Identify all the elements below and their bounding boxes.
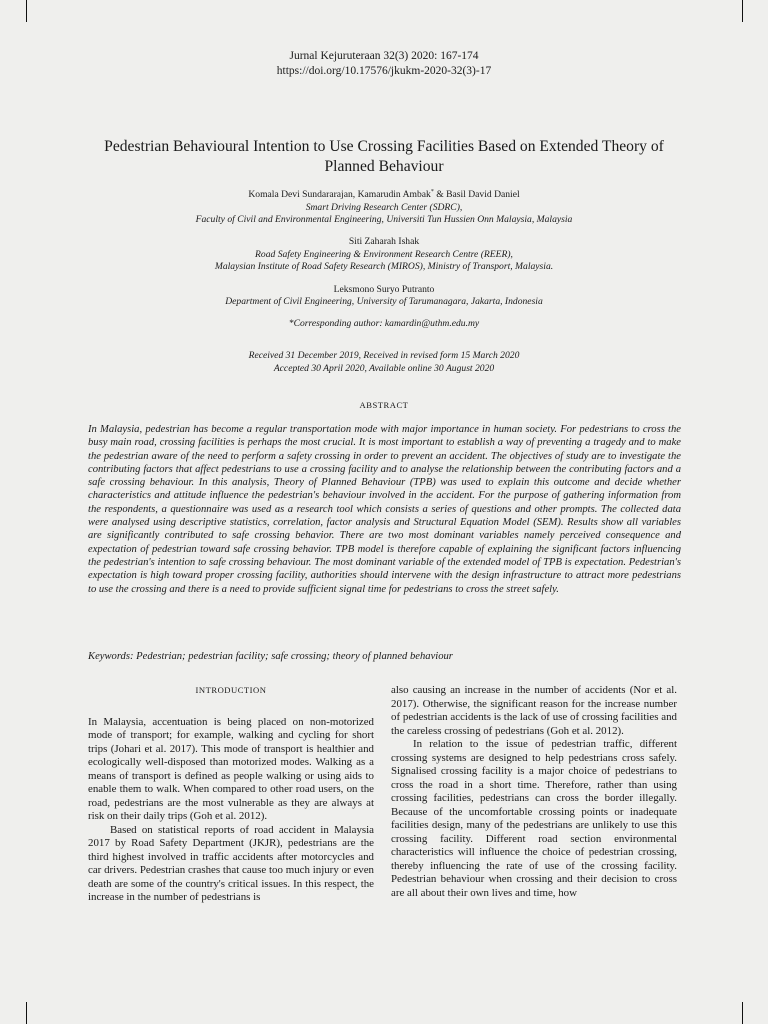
- abstract-text: In Malaysia, pedestrian has become a regular transportation mode with major importance in human society. For pedestrians to cross the busy main road, crossing facilities is perhaps the most crucial. It is most important to establish a way of preventing a tragedy and to make the pedestrian aware of the need to perform a safety crossing in order to prevent an accident. The objectives of study are to investigate the contributing factors that affect pedestrians to use a crossing facility and to analyse the relationship between the contributing factors and a safe crossing behaviour. In this analysis, Theory of Planned Behaviour (TPB) was used to explain this outcome and decide whether characteristics and attitude influence the pedestrian's behaviour involved in the accident. For the purpose of gathering information from the respondents, a questionnaire was used as a research tool which consists a series of questions and other prompts. The collected data were analysed using descriptive statistics, correlation, factor analysis and Structural Equation Model (SEM). Results show all variables are significantly contributed to safe crossing behavior. There are two most dominant variables namely perceived consequence and expectation of pedestrian toward safe crossing behavior. TPB model is therefore capable of explaining the significant factors influencing the pedestrian's intention to safe crossing behaviour. The most dominant variable of the extended model of TPB is expectation. Pedestrian's expectation is high toward proper crossing facility, authorities should intervene with the design infrastructure to attract more pedestrians to use the crossing and there is a need to provide sufficient signal time for pedestrians to cross the street safely.: [88, 424, 681, 595]
- crop-mark-top-right: [742, 0, 743, 22]
- crop-mark-bottom-left: [26, 1002, 27, 1024]
- left-column: [88, 684, 374, 905]
- abstract-heading: ABSTRACT: [359, 400, 409, 410]
- keywords: Keywords: Pedestrian; pedestrian facility; safe crossing; theory of planned behaviour: [88, 651, 453, 662]
- crop-mark-top-left: [26, 0, 27, 22]
- paragraph: also causing an increase in the number of accidents (Nor et al. 2017). Otherwise, the significant reason for the increase number of pedestrian accidents is the lack of use of crossing facilities and the careless crossing of pedestrians (Goh et al. 2012).: [391, 684, 677, 737]
- author-block: [0, 186, 768, 331]
- journal-citation: Jurnal Kejuruteraan 32(3) 2020: 167-174: [289, 50, 479, 62]
- paragraph: Based on statistical reports of road accident in Malaysia 2017 by Road Safety Department (JKJR), pedestrians are the third highest involved in traffic accidents after motorcycles and car drivers. Pedestrian crashes that cause too much injury or even death are some of the country's critical issues. In this respect, the increase in the number of pedestrians is: [88, 823, 374, 903]
- doi-link[interactable]: https://doi.org/10.17576/jkukm-2020-32(3)-17: [276, 65, 492, 77]
- affiliation-1b: Faculty of Civil and Environmental Engineering, Universiti Tun Hussien Onn Malaysia, Malaysia: [195, 214, 573, 225]
- paragraph: In Malaysia, accentuation is being placed on non-motorized mode of transport; for example, walking and cycling for short trips (Johari et al. 2017). This mode of transport is healthier and ecologically well-disposed than motorized modes. Walking as a means of transport is defined as people walking or using aids to enable them to walk. When compared to other road users, on the road, pedestrians are the most vulnerable as they are always at risk on their daily trips (Goh et al. 2012).: [88, 715, 374, 822]
- affiliation-3a: Department of Civil Engineering, University of Tarumanagara, Jakarta, Indonesia: [225, 296, 543, 308]
- journal-header: [0, 49, 768, 79]
- paragraph: In relation to the issue of pedestrian traffic, different crossing systems are designed to help pedestrians cross safely. Signalised crossing facility is a major choice of pedestrians to cross the road in a short time. Therefore, rather than using crossing facilities, pedestrians can cross the border illegally. Because of the uncomfortable crossing points or inadequate facilities design, many of the pedestrians are unlikely to use this crossing facility. Different road section environmental characteristics will influence the choice of pedestrian crossing, thereby influencing the rate of use of the crossing facility. Pedestrian behaviour when crossing and their decision to cross are all about their own lives and time, how: [391, 738, 677, 899]
- corresponding-author: *Corresponding author: kamardin@uthm.edu.my: [288, 318, 480, 330]
- affiliation-2a: Road Safety Engineering & Environment Research Centre (REER),: [255, 248, 513, 260]
- author-names-3: Leksmono Suryo Putranto: [333, 283, 435, 295]
- author-names-1: Komala Devi Sundararajan, Kamarudin Ambak* & Basil David Daniel: [248, 189, 520, 201]
- author-names-2: Siti Zaharah Ishak: [348, 236, 420, 248]
- accepted-dates: Accepted 30 April 2020, Available online 30 August 2020: [273, 362, 495, 374]
- paper-title: Pedestrian Behavioural Intention to Use Crossing Facilities Based on Extended Theory of Planned Behaviour: [104, 138, 664, 175]
- publication-dates: [0, 350, 768, 375]
- affiliation-1a: Smart Driving Research Center (SDRC),: [305, 201, 463, 213]
- crop-mark-bottom-right: [742, 1002, 743, 1024]
- right-column: [391, 684, 677, 900]
- affiliation-2b: Malaysian Institute of Road Safety Research (MIROS), Ministry of Transport, Malaysia.: [214, 261, 554, 273]
- received-dates: Received 31 December 2019, Received in revised form 15 March 2020: [248, 350, 520, 361]
- introduction-heading: INTRODUCTION: [195, 685, 267, 695]
